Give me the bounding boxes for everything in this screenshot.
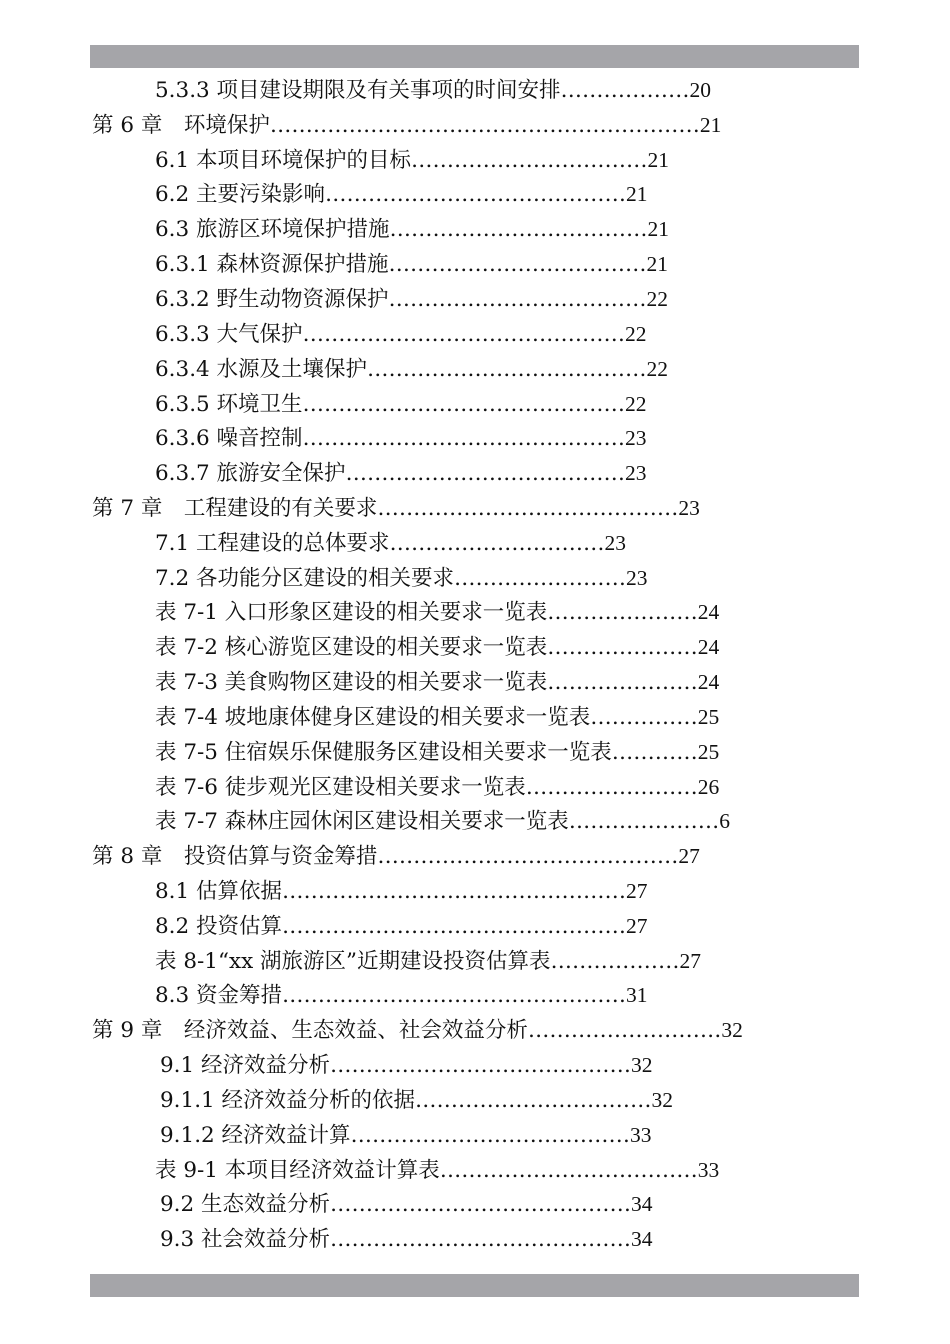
toc-entry[interactable]: 5.3.3 项目建设期限及有关事项的时间安排………………20 — [155, 78, 712, 103]
toc-entry[interactable]: 表 7-2 核心游览区建设的相关要求一览表…………………24 — [155, 635, 720, 660]
toc-entry[interactable]: 6.3 旅游区环境保护措施………………………………21 — [155, 217, 670, 242]
toc-entry[interactable]: 第 9 章 经济效益、生态效益、社会效益分析………………………32 — [92, 1018, 743, 1043]
toc-entry[interactable]: 表 7-7 森林庄园休闲区建设相关要求一览表…………………6 — [155, 809, 731, 834]
toc-entry[interactable]: 9.3 社会效益分析……………………………………34 — [160, 1227, 653, 1252]
toc-entry[interactable]: 8.2 投资估算…………………………………………27 — [155, 914, 648, 939]
toc-entry[interactable]: 表 7-4 坡地康体健身区建设的相关要求一览表……………25 — [155, 705, 720, 730]
toc-entry[interactable]: 8.3 资金筹措…………………………………………31 — [155, 983, 648, 1008]
toc-entry[interactable]: 9.2 生态效益分析……………………………………34 — [160, 1192, 653, 1217]
toc-entry[interactable]: 6.3.6 噪音控制………………………………………23 — [155, 426, 647, 451]
toc-entry[interactable]: 9.1 经济效益分析……………………………………32 — [160, 1053, 653, 1078]
toc-entry[interactable]: 7.1 工程建设的总体要求…………………………23 — [155, 531, 627, 556]
toc-entry[interactable]: 6.3.3 大气保护………………………………………22 — [155, 322, 647, 347]
toc-entry[interactable]: 表 9-1 本项目经济效益计算表………………………………33 — [155, 1158, 720, 1183]
toc-entry[interactable]: 第 8 章 投资估算与资金筹措……………………………………27 — [92, 844, 700, 869]
toc-entry[interactable]: 9.1.1 经济效益分析的依据……………………………32 — [160, 1088, 674, 1113]
footer-bar — [90, 1274, 859, 1297]
toc-entry[interactable]: 表 8-1“xx 湖旅游区”近期建设投资估算表………………27 — [155, 949, 702, 974]
toc-entry[interactable]: 6.3.1 森林资源保护措施………………………………21 — [155, 252, 669, 277]
header-bar — [90, 45, 859, 68]
toc-entry[interactable]: 表 7-1 入口形象区建设的相关要求一览表…………………24 — [155, 600, 720, 625]
toc-entry[interactable]: 6.1 本项目环境保护的目标……………………………21 — [155, 148, 670, 173]
toc-entry[interactable]: 6.3.7 旅游安全保护…………………………………23 — [155, 461, 647, 486]
toc-entry[interactable]: 6.2 主要污染影响……………………………………21 — [155, 182, 648, 207]
toc-entry[interactable]: 6.3.4 水源及土壤保护…………………………………22 — [155, 357, 669, 382]
toc-entry[interactable]: 6.3.5 环境卫生………………………………………22 — [155, 392, 647, 417]
toc-entry[interactable]: 9.1.2 经济效益计算…………………………………33 — [160, 1123, 652, 1148]
toc-entry[interactable]: 表 7-5 住宿娱乐保健服务区建设相关要求一览表…………25 — [155, 740, 720, 765]
toc-entry[interactable]: 表 7-3 美食购物区建设的相关要求一览表…………………24 — [155, 670, 720, 695]
toc-entry[interactable]: 第 7 章 工程建设的有关要求……………………………………23 — [92, 496, 700, 521]
toc-entry[interactable]: 6.3.2 野生动物资源保护………………………………22 — [155, 287, 669, 312]
toc-entry[interactable]: 8.1 估算依据…………………………………………27 — [155, 879, 648, 904]
toc-entry[interactable]: 表 7-6 徒步观光区建设相关要求一览表……………………26 — [155, 775, 720, 800]
toc-entry[interactable]: 7.2 各功能分区建设的相关要求……………………23 — [155, 566, 648, 591]
toc-entry[interactable]: 第 6 章 环境保护……………………………………………………21 — [92, 113, 722, 138]
